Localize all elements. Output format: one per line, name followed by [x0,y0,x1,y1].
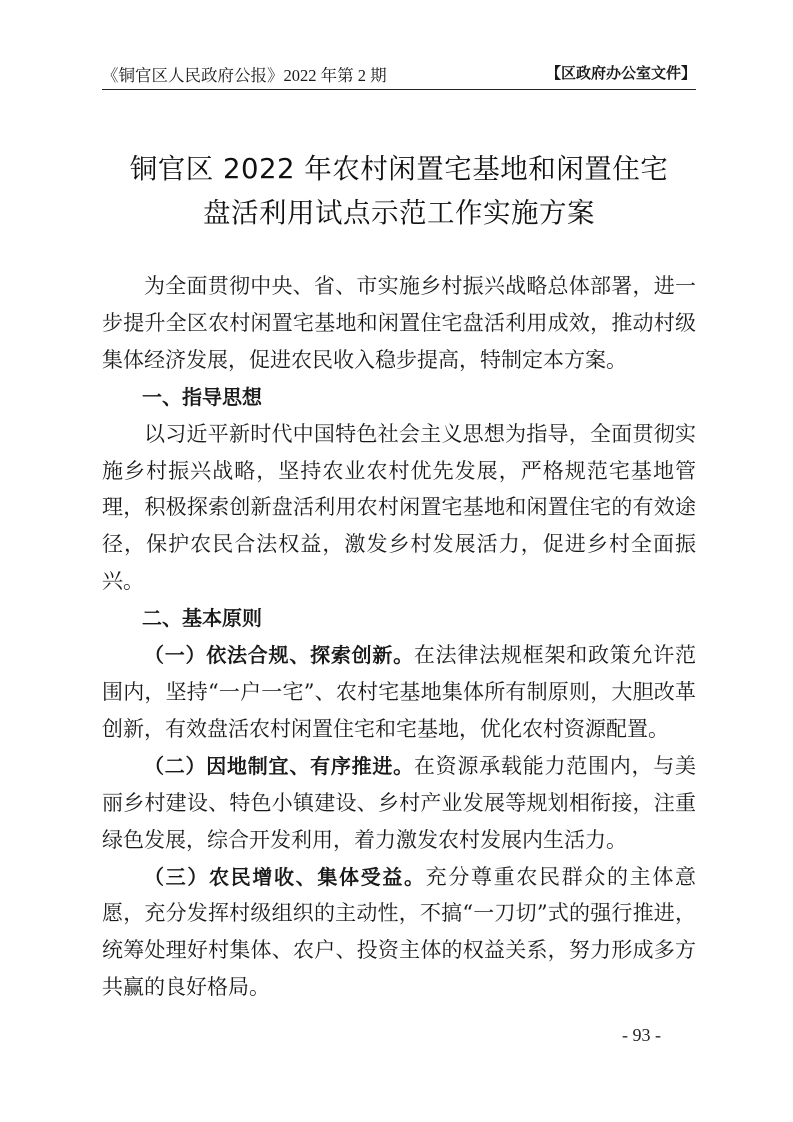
principle-lead: （二）因地制宜、有序推进。 [144,753,414,778]
intro-paragraph: 为全面贯彻中央、省、市实施乡村振兴战略总体部署，进一步提升全区农村闲置宅基地和闲置住宅盘活利用成效，推动村级集体经济发展，促进农民收入稳步提高，特制定本方案。 [102,274,696,372]
title-line-2: 盘活利用试点示范工作实施方案 [203,197,595,229]
principle-paragraph [102,637,696,748]
document-title [102,147,696,235]
principle-paragraph [102,859,696,1007]
principle-text: 在法律法规框架和政策允许范围内，坚持“一户一宅”、农村宅基地集体所有制原则，大胆改革创新，有效盘活农村闲置住宅和宅基地，优化农村资源配置。 [102,643,697,741]
principle-lead: （一）依法合规、探索创新。 [144,643,414,668]
page-header [102,60,696,84]
principle-paragraph [102,748,696,859]
title-line-1: 铜官区 2022 年农村闲置宅基地和闲置住宅 [129,153,669,185]
principle-text: 在资源承载能力范围内，与美丽乡村建设、特色小镇建设、乡村产业发展等规划相衔接，注重绿色发展，综合开发利用，着力激发农村发展内生活力。 [102,753,697,852]
publication-title: 《铜官区人民政府公报》2022 年第 2 期 [102,66,387,85]
principle-text: 充分尊重农民群众的主体意愿，充分发挥村级组织的主动性，不搞“一刀切”式的强行推进，统筹处理好村集体、农户、投资主体的权益关系，努力形成多方共赢的良好格局。 [102,864,697,1000]
section-heading-basic-principles: 二、基本原则 [142,606,262,631]
page-number: - 93 - [622,1025,661,1045]
document-body [102,268,696,1006]
section-label: 【区政府办公室文件】 [545,64,696,82]
header-divider [102,89,696,90]
section-heading-guiding-ideology: 一、指导思想 [142,384,262,409]
guiding-ideology-paragraph: 以习近平新时代中国特色社会主义思想为指导，全面贯彻实施乡村振兴战略，坚持农业农村优先发展，严格规范宅基地管理，积极探索创新盘活利用农村闲置宅基地和闲置住宅的有效途径，保护农民合法权益，激发乡村发展活力，促进乡村全面振兴。 [102,421,696,594]
principle-lead: （三）农民增收、集体受益。 [144,864,426,889]
